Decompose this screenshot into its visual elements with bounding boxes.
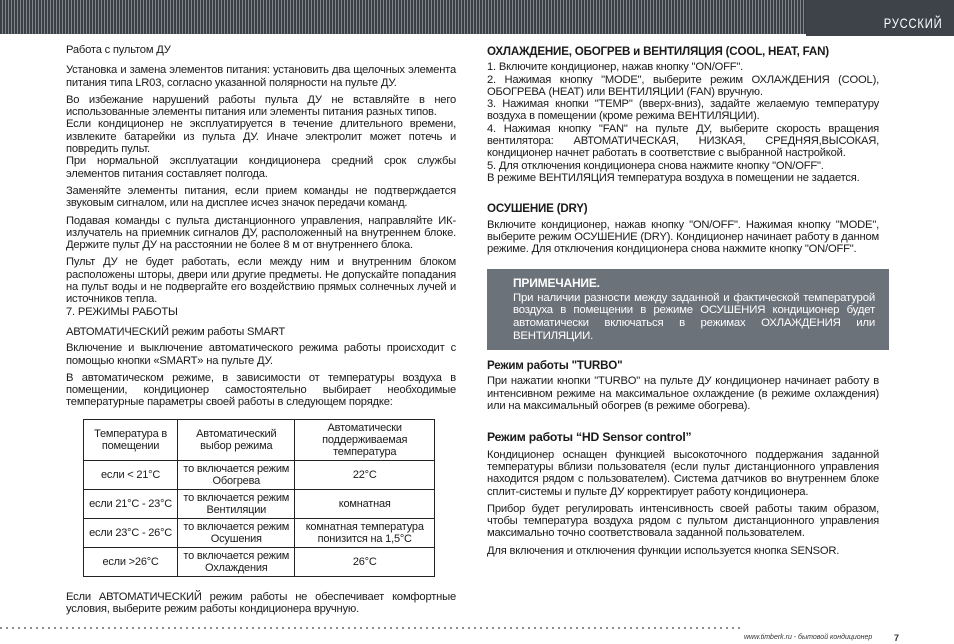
paragraph: Если кондиционер не эксплуатируется в течение длительного времени, извлеките батарейки из пульта ДУ. Иначе электролит может потечь и повредить пульт.: [66, 118, 456, 156]
spacer: [487, 189, 879, 203]
paragraph: В режиме ВЕНТИЛЯЦИЯ температура воздуха в помещении не задается.: [487, 171, 860, 184]
hd-sensor-title: Режим работы “HD Sensor control”: [487, 430, 692, 445]
step: 3. Нажимая кнопки "TEMP" (вверх-вниз), задайте желаемую температуру воздуха в помещении (кроме режима ВЕНТИЛЯЦИИ).: [487, 98, 879, 123]
table-cell: если < 21°С: [84, 460, 178, 489]
step: 4. Нажимая кнопку "FAN" на пульте ДУ, выберите скорость вращения вентилятора: АВТОМАТИЧЕСКАЯ, НИЗКАЯ, СРЕДНЯЯ,ВЫСОКАЯ, кондиционер начнет работать в соответствие с выбранной настройкой.: [487, 122, 879, 160]
right-column: [487, 44, 879, 562]
step: 5. Для отключения кондиционера снова нажмите кнопку "ON/OFF".: [487, 159, 824, 172]
smart-title: АВТОМАТИЧЕСКИЙ режим работы SMART: [66, 325, 285, 338]
paragraph: Заменяйте элементы питания, если прием команды не подтверждается звуковым сигналом, или на дисплее исчез значок передачи команд.: [66, 184, 456, 210]
table-cell: если 23°С - 26°С: [84, 518, 178, 547]
footer-site: www.timberk.ru - бытовой кондиционер: [744, 634, 873, 641]
table-cell: комнатная температура понизится на 1,5°С: [295, 518, 435, 547]
table-cell: то включается режим Осушения: [178, 518, 295, 547]
table-header-cell: Температура в помещении: [84, 419, 178, 460]
table-cell: если 21°С - 23°С: [84, 489, 178, 518]
paragraph: При нормальной эксплуатации кондиционера средний срок службы элементов питания составляет полгода.: [66, 155, 456, 180]
dry-title: ОСУШЕНИЕ (DRY): [487, 202, 588, 216]
table-cell: 22°С: [295, 460, 435, 489]
cool-heat-fan-title: ОХЛАЖДЕНИЕ, ОБОГРЕВ и ВЕНТИЛЯЦИЯ (COOL, HEAT, FAN): [487, 45, 829, 58]
table-header-cell: Автоматический выбор режима: [178, 419, 295, 460]
language-label: РУССКИЙ: [883, 15, 942, 31]
paragraph: Включите кондиционер, нажав кнопку "ON/OFF". Нажимая кнопку "MODE", выберите режим ОСУШЕНИЕ (DRY). Кондиционер начинает работу в данном режиме. Для отключения кондиционера снова нажмите кнопку "ON/OFF".: [487, 218, 879, 256]
paragraph: Во избежание нарушений работы пульта ДУ не вставляйте в него использованные элементы питания или элементы питания разных типов.: [66, 93, 456, 119]
paragraph: При нажатии кнопки "TURBO" на пульте ДУ кондиционер начинает работу в интенсивном режиме на максимальное охлаждение (в режиме охлаждения) или на максимальный обогрев (в режиме обогрева).: [487, 375, 879, 413]
table-row: [84, 460, 435, 489]
table-cell: то включается режим Охлаждения: [178, 547, 295, 576]
paragraph: Включение и выключение автоматического режима работы происходит с помощью кнопки «SMART» на пульте ДУ.: [66, 342, 456, 367]
page-number: 7: [894, 633, 900, 643]
paragraph: Пульт ДУ не будет работать, если между ним и внутренним блоком расположены шторы, двери или другие предметы. Не допускайте попадания на пульт воды и не подвергайте его воздействию прямых солнечных лучей и источников тепла.: [66, 256, 456, 306]
table-header-row: [84, 419, 435, 460]
step: 1. Включите кондиционер, нажав кнопку "ON/OFF".: [487, 61, 744, 74]
section-heading: 7. РЕЖИМЫ РАБОТЫ: [66, 305, 178, 318]
table-row: [84, 518, 435, 547]
step: 2. Нажимая кнопку "MODE", выберите режим ОХЛАЖДЕНИЯ (COOL), ОБОГРЕВА (HEAT) или ВЕНТИЛЯЦИИ (FAN) вручную.: [487, 73, 879, 98]
turbo-title: Режим работы "TURBO": [487, 359, 623, 373]
table-cell: комнатная: [295, 489, 435, 518]
paragraph: Для включения и отключения функции используется кнопка SENSOR.: [487, 544, 840, 557]
note-text: При наличии разности между заданной и фактической температурой воздуха в помещении в режиме ОСУШЕНИЯ кондиционер будет автоматически включаться в режимах ОХЛАЖДЕНИЯ или ВЕНТИЛЯЦИИ.: [513, 291, 875, 342]
table-cell: то включается режим Обогрева: [178, 460, 295, 489]
table-cell: то включается режим Вентиляции: [178, 489, 295, 518]
paragraph: Кондиционер оснащен функцией высокоточного поддержания заданной температуры вблизи пользователя (если пульт дистанционного управления находится рядом с пользователем). Система датчиков во внутреннем блоке сплит-системы и пульте ДУ корректирует работу кондиционера.: [487, 448, 879, 498]
paragraph: В автоматическом режиме, в зависимости от температуры воздуха в помещении, кондиционер самостоятельно выбирает необходимые температурные параметры своей работы в следующем порядке:: [66, 371, 456, 409]
left-column: [66, 44, 456, 620]
spacer: [487, 417, 879, 431]
auto-mode-table: [83, 419, 435, 577]
paragraph: Прибор будет регулировать интенсивность своей работы таким образом, чтобы температура воздуха рядом с пультом дистанционного управления максимально точно соответствовала заданной пользователем.: [487, 502, 879, 540]
table-header-cell: Автоматически поддерживаемая температура: [295, 419, 435, 460]
remote-title: Работа с пультом ДУ: [66, 44, 171, 56]
language-tab: [806, 0, 954, 36]
paragraph: Если АВТОМАТИЧЕСКИЙ режим работы не обеспечивает комфортные условия, выберите режим работы кондиционера вручную.: [66, 590, 456, 616]
table-cell: если >26°С: [84, 547, 178, 576]
paragraph: Установка и замена элементов питания: установить два щелочных элемента питания типа LR03, согласно указанной полярности на пульте ДУ.: [66, 64, 456, 89]
note-title: ПРИМЕЧАНИЕ.: [513, 276, 600, 291]
table-row: [84, 489, 435, 518]
note-box: [487, 269, 889, 350]
footer-divider: [0, 627, 742, 629]
table-cell: 26°С: [295, 547, 435, 576]
paragraph: Подавая команды с пульта дистанционного управления, направляйте ИК-излучатель на приемник сигналов ДУ, расположенный на внутреннем блоке. Держите пульт ДУ на расстоянии не более 8 м от внутреннего блока.: [66, 214, 456, 252]
table-row: [84, 547, 435, 576]
